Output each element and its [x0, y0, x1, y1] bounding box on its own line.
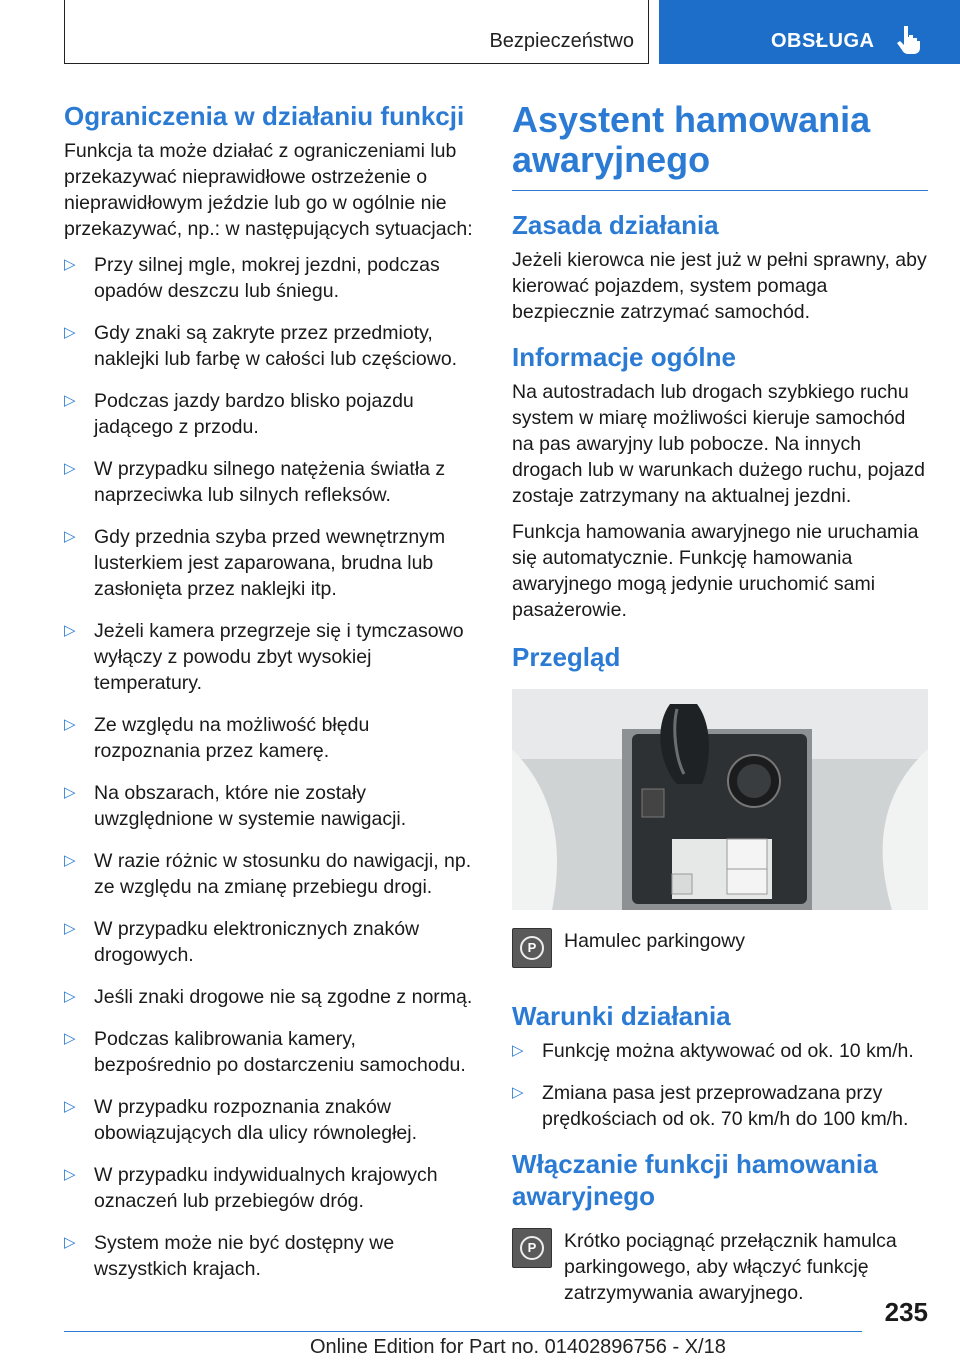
list-item: ▷ Gdy przednia szyba przed wewnętrznym lusterkiem jest zaparowana, brudna lub zasłonięta przez naklejki itp. — [64, 526, 446, 600]
footer-divider — [64, 1331, 862, 1332]
title-divider — [512, 190, 928, 191]
conditions-list — [512, 1038, 928, 1132]
list-item: ▷ W przypadku indywidualnych krajowych oznaczeń lub przebiegów dróg. — [64, 1164, 438, 1212]
triangle-bullet-icon: ▷ — [64, 1030, 76, 1047]
principle-heading: Zasada działania — [512, 210, 719, 240]
parking-brake-icon: P — [512, 1228, 552, 1268]
list-item: ▷ Na obszarach, które nie zostały uwzględnione w systemie nawigacji. — [64, 782, 407, 830]
limitations-heading: Ograniczenia w działaniu funkcji — [64, 101, 465, 131]
triangle-bullet-icon: ▷ — [64, 920, 76, 937]
triangle-bullet-icon: ▷ — [64, 716, 76, 733]
enable-text: Krótko pociągnąć przełącznik hamulca parkingowego, aby włączyć funkcję zatrzymywania awaryjnego. — [564, 1230, 897, 1304]
triangle-bullet-icon: ▷ — [64, 460, 76, 477]
list-item: ▷ W przypadku elektronicznych znaków drogowych. — [64, 918, 420, 966]
list-item: ▷ Jeżeli kamera przegrzeje się i tymczasowo wyłączy z powodu zbyt wysokiej temperatury. — [64, 620, 464, 694]
triangle-bullet-icon: ▷ — [64, 1234, 76, 1251]
list-item: ▷ Funkcję można aktywować od ok. 10 km/h. — [512, 1040, 914, 1062]
list-item: ▷ W przypadku silnego natężenia światła z naprzeciwka lub silnych refleksów. — [64, 458, 446, 506]
general-info-paragraph-1: Na autostradach lub drogach szybkiego ruchu system w miarę możliwości kieruje samochód na pas awaryjny lub pobocze. Na innych drogach lub w warunkach dużego ruchu, pojazd zostaje zatrzymany na aktualnej jezdni. — [512, 381, 926, 507]
triangle-bullet-icon: ▷ — [64, 528, 76, 545]
triangle-bullet-icon: ▷ — [64, 852, 76, 869]
parking-brake-icon: P — [512, 928, 552, 968]
page-title: Asystent hamowania awaryjnego — [512, 99, 871, 180]
list-item: ▷ Ze względu na możliwość błędu rozpoznania przez kamerę. — [64, 714, 370, 762]
hand-pointer-icon — [895, 24, 923, 54]
list-item: ▷ Zmiana pasa jest przeprowadzana przy prędkościach od ok. 70 km/h do 100 km/h. — [512, 1082, 909, 1130]
list-item: ▷ W przypadku rozpoznania znaków obowiązujących dla ulicy równoległej. — [64, 1096, 418, 1144]
list-item: ▷ W razie różnic w stosunku do nawigacji, np. ze względu na zmianę przebiegu drogi. — [64, 850, 472, 898]
triangle-bullet-icon: ▷ — [64, 784, 76, 801]
parking-brake-row — [512, 928, 928, 980]
page-number: 235 — [884, 1297, 928, 1327]
header-section-title: Bezpieczeństwo — [489, 30, 634, 52]
triangle-bullet-icon: ▷ — [512, 1084, 524, 1101]
list-item: ▷ Gdy znaki są zakryte przez przedmioty, naklejki lub farbę w całości lub częściowo. — [64, 322, 458, 370]
header-section-box — [64, 0, 649, 64]
triangle-bullet-icon: ▷ — [64, 1098, 76, 1115]
triangle-bullet-icon: ▷ — [64, 622, 76, 639]
principle-text: Jeżeli kierowca nie jest już w pełni sprawny, aby kierować pojazdem, system pomaga bezpiecznie zatrzymać samochód. — [512, 249, 927, 323]
triangle-bullet-icon: ▷ — [64, 324, 76, 341]
right-column — [512, 100, 928, 1326]
triangle-bullet-icon: ▷ — [64, 1166, 76, 1183]
triangle-bullet-icon: ▷ — [512, 1042, 524, 1059]
footer-edition: Online Edition for Part no. 01402896756 - X/18 — [310, 1336, 726, 1358]
header-tab-obsluga[interactable] — [659, 0, 960, 64]
parking-brake-caption: Hamulec parkingowy — [564, 930, 745, 952]
enable-row — [512, 1228, 928, 1306]
conditions-heading: Warunki działania — [512, 1001, 731, 1031]
limitations-list — [64, 252, 478, 1282]
header-tab-label: OBSŁUGA — [771, 30, 875, 52]
list-item: ▷ Podczas jazdy bardzo blisko pojazdu jadącego z przodu. — [64, 390, 414, 438]
triangle-bullet-icon: ▷ — [64, 256, 76, 273]
list-item: ▷ Przy silnej mgle, mokrej jezdni, podczas opadów deszczu lub śniegu. — [64, 254, 440, 302]
center-console-photo — [512, 689, 928, 910]
overview-heading: Przegląd — [512, 642, 621, 672]
triangle-bullet-icon: ▷ — [64, 988, 76, 1005]
general-info-heading: Informacje ogólne — [512, 342, 736, 372]
list-item: ▷ System może nie być dostępny we wszystkich krajach. — [64, 1232, 395, 1280]
enable-heading: Włączanie funkcji hamowania awaryjnego — [512, 1149, 878, 1211]
list-item: ▷ Podczas kalibrowania kamery, bezpośrednio po dostarczeniu samochodu. — [64, 1028, 466, 1076]
limitations-intro: Funkcja ta może działać z ograniczeniami lub przekazywać nieprawidłowe ostrzeżenie o nieprawidłowym jeździe lub go w ogólnie nie przekazywać, np.: w następujących sytuacjach: — [64, 140, 473, 240]
list-item: ▷ Jeśli znaki drogowe nie są zgodne z normą. — [64, 986, 473, 1008]
general-info-paragraph-2: Funkcja hamowania awaryjnego nie uruchamia się automatycznie. Funkcję hamowania awaryjnego mogą jedynie uruchomić sami pasażerowie. — [512, 521, 919, 621]
left-column — [64, 100, 478, 1298]
triangle-bullet-icon: ▷ — [64, 392, 76, 409]
